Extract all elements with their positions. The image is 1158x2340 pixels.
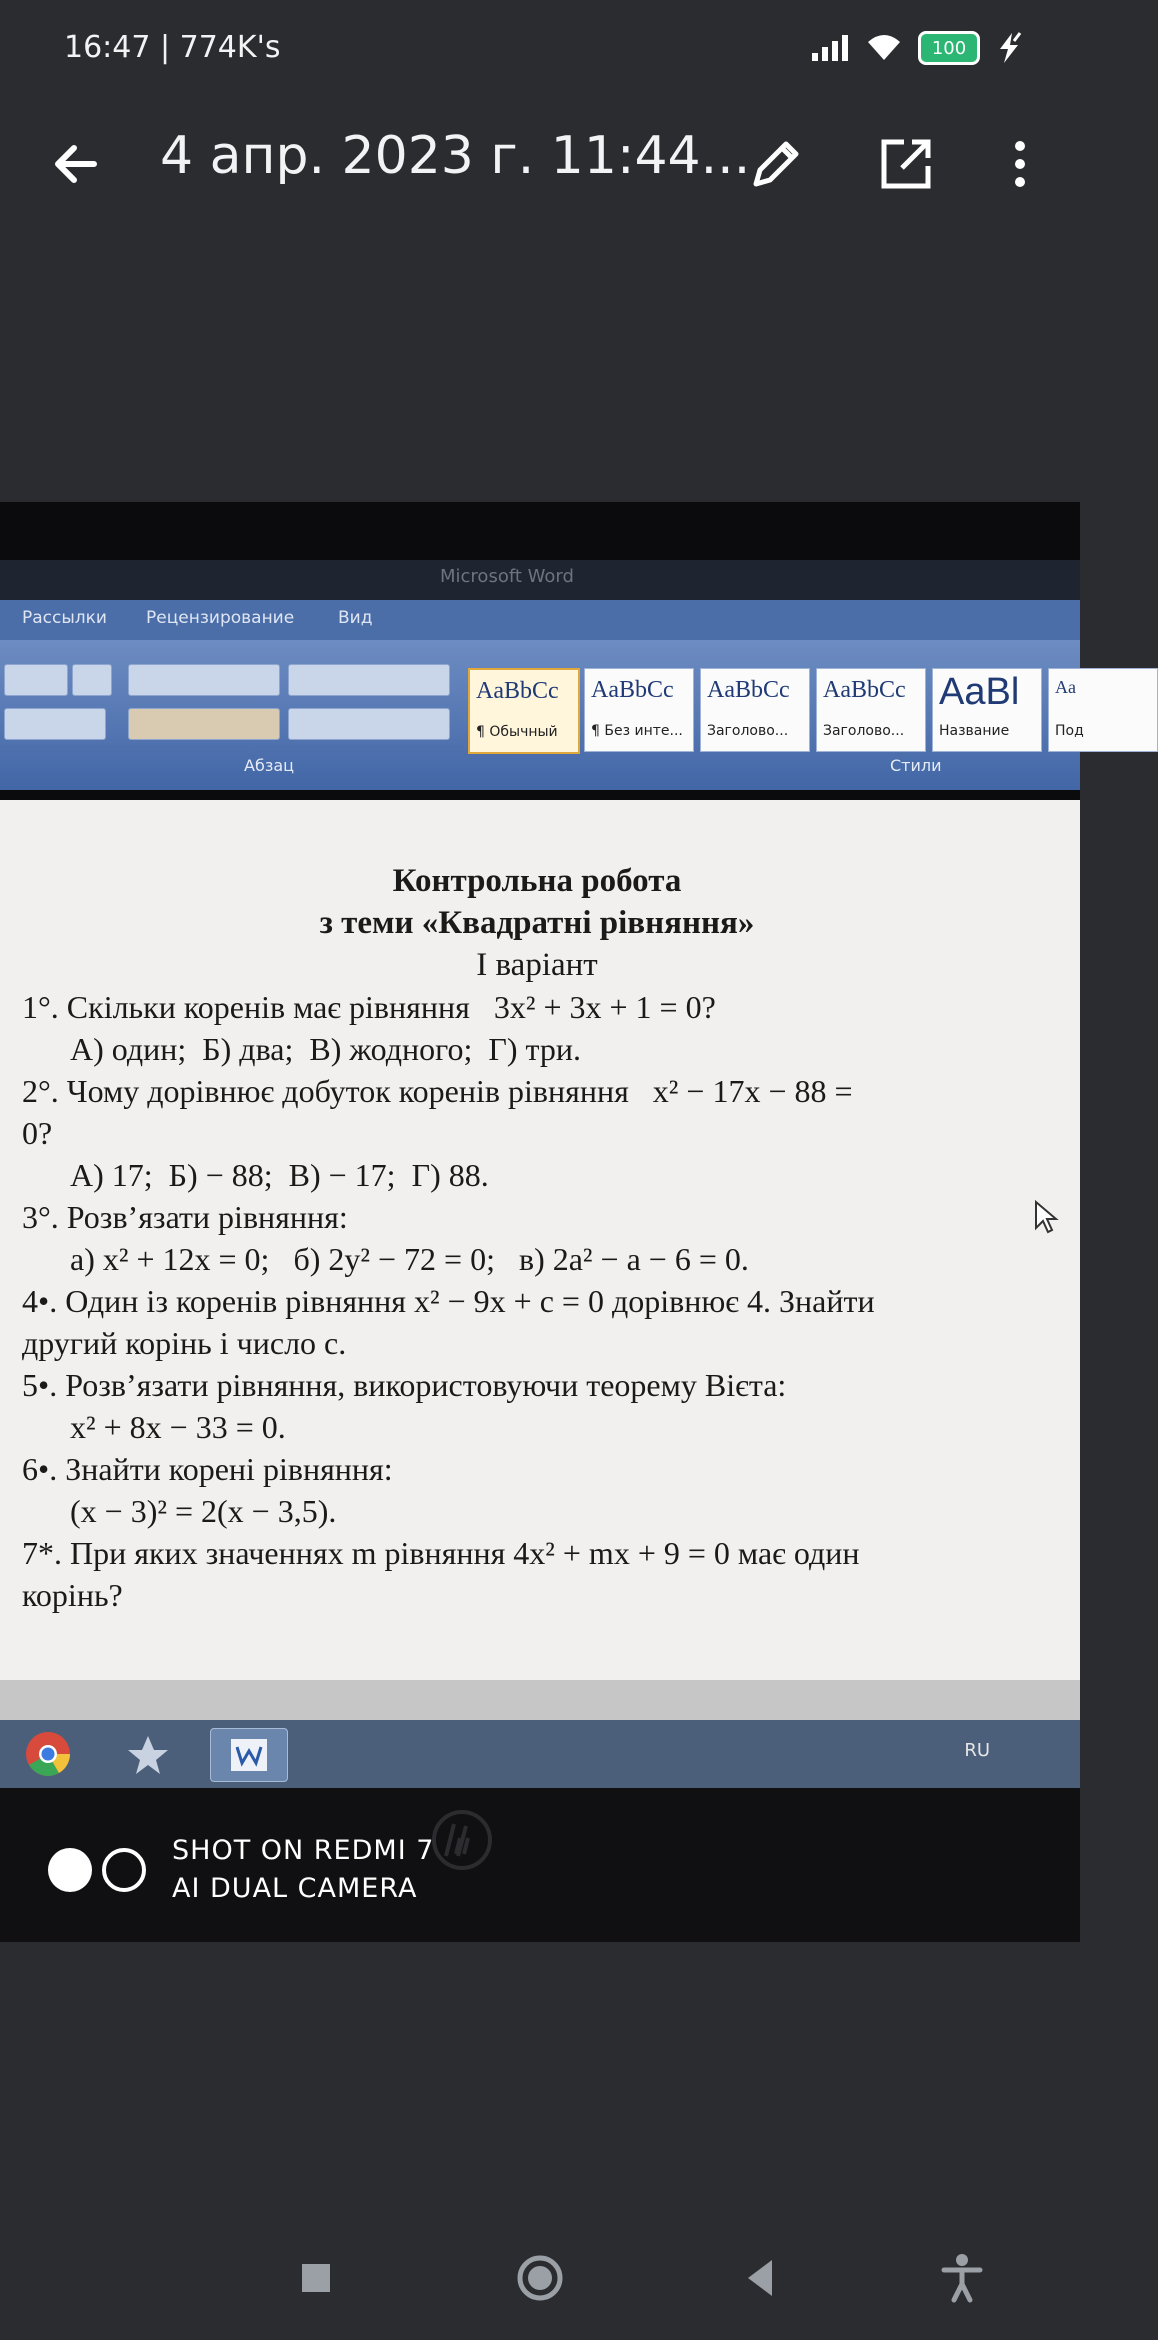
styles-group-label: Стили — [890, 756, 942, 775]
home-circle-icon[interactable] — [508, 2246, 572, 2310]
doc-line: 3°. Розв’язати рівняння: — [22, 1199, 348, 1235]
battery-icon: 100 — [918, 31, 980, 65]
document-text — [22, 860, 1052, 1616]
doc-line: А) один; Б) два; В) жодного; Г) три. — [70, 1031, 582, 1067]
word-ribbon-tabs — [0, 600, 1080, 640]
doc-line: корінь? — [22, 1577, 123, 1613]
language-indicator: RU — [964, 1740, 990, 1761]
signal-icon — [810, 33, 850, 63]
back-triangle-icon[interactable] — [730, 2246, 794, 2310]
doc-line: 4•. Один із коренів рівняння x² − 9x + c = 0 дорівнює 4. Знайти — [22, 1283, 875, 1319]
style-no-spacing: AaBbCc ¶ Без инте... — [584, 668, 694, 752]
doc-line: 6•. Знайти корені рівняння: — [22, 1451, 393, 1487]
back-arrow-icon[interactable] — [40, 128, 112, 200]
more-vert-icon[interactable] — [984, 128, 1056, 200]
format-painter-icon — [72, 664, 112, 696]
alignment-buttons — [128, 708, 280, 740]
doc-line: (x − 3)² = 2(x − 3,5). — [70, 1493, 337, 1529]
word-icon — [229, 1737, 269, 1773]
windows-taskbar — [0, 1720, 1080, 1788]
paragraph-group-label: Абзац — [244, 756, 295, 775]
status-icons — [810, 28, 1024, 68]
list-buttons — [128, 664, 280, 696]
watermark-text — [172, 1832, 434, 1908]
recents-square-icon[interactable] — [284, 2246, 348, 2310]
photo-image — [0, 502, 1084, 1942]
font-color-buttons — [4, 708, 106, 740]
watermark-line-2: AI DUAL CAMERA — [172, 1873, 418, 1904]
doc-line: 0? — [22, 1115, 53, 1151]
system-nav-bar — [0, 2216, 1080, 2340]
indent-sort-buttons — [288, 664, 450, 696]
doc-line: а) x² + 12x = 0; б) 2y² − 72 = 0; в) 2a² − a − 6 = 0. — [70, 1241, 749, 1277]
style-normal: AaBbCc ¶ Обычный — [468, 668, 580, 754]
tab-mailings: Рассылки — [22, 608, 107, 628]
watermark-line-1: SHOT ON REDMI 7 — [172, 1835, 435, 1866]
app-icon — [124, 1732, 172, 1776]
doc-line: 5•. Розв’язати рівняння, використовуючи теорему Вієта: — [22, 1367, 787, 1403]
word-taskbar-button — [210, 1728, 288, 1782]
status-time: 16:47 | 774K's — [64, 30, 281, 65]
doc-title-1: Контрольна робота — [392, 863, 682, 899]
status-bar — [0, 0, 1080, 100]
font-size-buttons — [4, 664, 68, 696]
word-status-area — [0, 1680, 1080, 1720]
open-external-icon[interactable] — [870, 128, 942, 200]
accessibility-icon[interactable] — [930, 2246, 994, 2310]
wifi-icon — [864, 32, 904, 64]
shading-border-buttons — [288, 708, 450, 740]
doc-line: другий корінь і число с. — [22, 1325, 347, 1361]
doc-title-2: з теми «Квадратні рівняння» — [319, 905, 755, 941]
charging-icon — [994, 31, 1024, 65]
doc-line: x² + 8x − 33 = 0. — [70, 1409, 286, 1445]
doc-line: 2°. Чому дорівнює добуток коренів рівняння x² − 17x − 88 = — [22, 1073, 853, 1109]
doc-line: 7*. При яких значеннях m рівняння 4x² + mx + 9 = 0 має один — [22, 1535, 860, 1571]
watermark-dot-icon — [48, 1848, 92, 1892]
word-title-bar — [0, 560, 1080, 600]
camera-watermark — [44, 1830, 644, 1940]
doc-line: А) 17; Б) − 88; В) − 17; Г) 88. — [70, 1157, 489, 1193]
style-title: AaBl Название — [932, 668, 1042, 752]
mouse-cursor-icon — [1034, 1200, 1060, 1234]
style-heading-1: AaBbCc Заголово... — [700, 668, 810, 752]
document-page — [0, 800, 1080, 1680]
style-heading-2: AaBbCc Заголово... — [816, 668, 926, 752]
tab-review: Рецензирование — [146, 608, 295, 628]
doc-variant: І варіант — [476, 947, 598, 983]
app-bar — [0, 100, 1080, 230]
doc-line: 1°. Скільки коренів має рівняння 3x² + 3x + 1 = 0? — [22, 989, 716, 1025]
chrome-icon — [24, 1730, 72, 1778]
pencil-icon[interactable] — [740, 128, 812, 200]
photo-title: 4 апр. 2023 г. 11:44... — [160, 126, 751, 186]
word-window-title: Microsoft Word — [440, 566, 574, 587]
style-subtitle: Aa Под — [1048, 668, 1158, 752]
tab-view: Вид — [338, 608, 373, 628]
watermark-ring-icon — [102, 1848, 146, 1892]
word-ribbon — [0, 640, 1084, 790]
